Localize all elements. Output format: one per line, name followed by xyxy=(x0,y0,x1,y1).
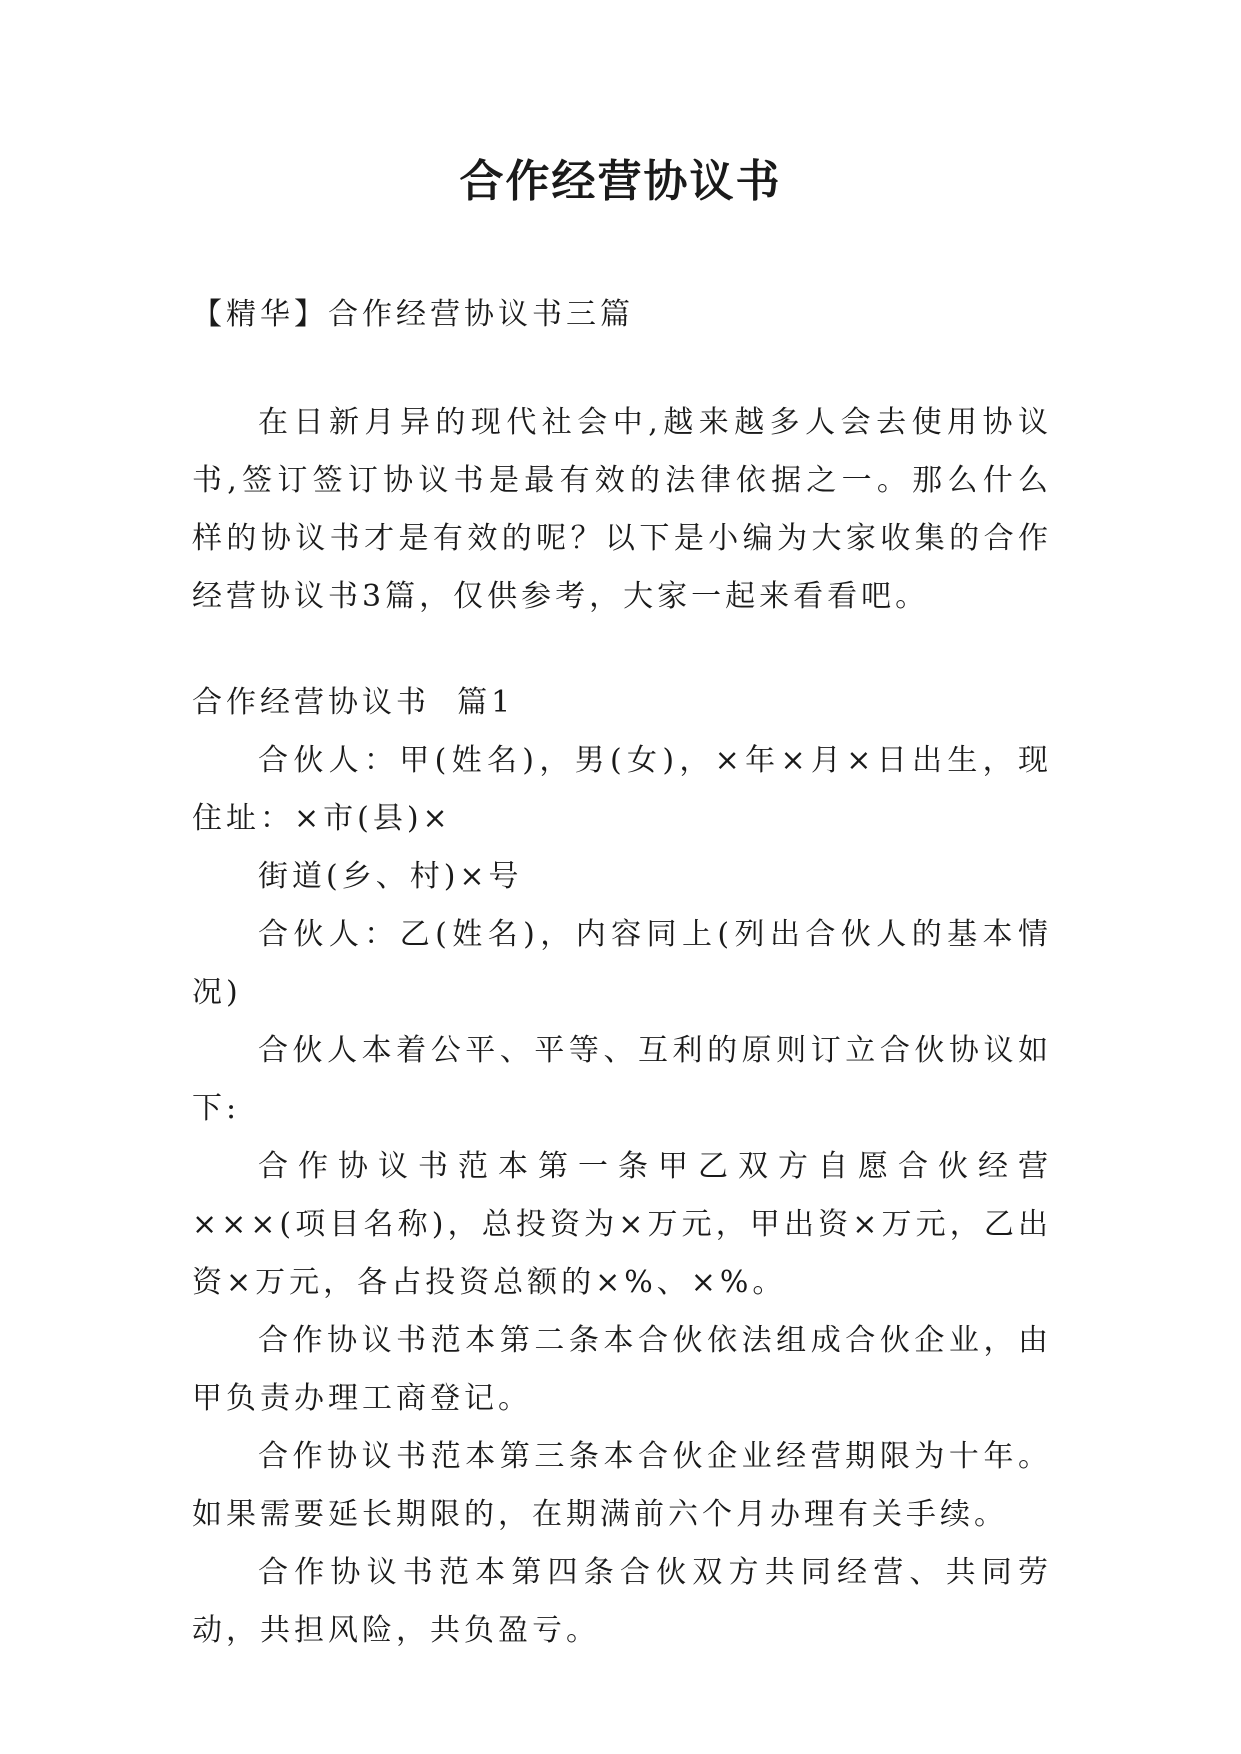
document-subtitle: 【精华】合作经营协议书三篇 xyxy=(192,297,634,332)
body-paragraph: 合作协议书范本第一条甲乙双方自愿合伙经营×××(项目名称)，总投资为×万元，甲出资×万元，乙出资×万元，各占投资总额的×%、×%。 xyxy=(192,1149,1052,1300)
body-paragraph: 合伙人本着公平、平等、互利的原则订立合伙协议如下: xyxy=(192,1033,1052,1126)
body-paragraph: 合作协议书范本第三条本合伙企业经营期限为十年。如果需要延长期限的，在期满前六个月办理有关手续。 xyxy=(192,1439,1052,1532)
body-paragraph: 合作协议书范本第四条合伙双方共同经营、共同劳动，共担风险，共负盈亏。 xyxy=(192,1555,1052,1648)
body-paragraph: 合伙人：乙(姓名)，内容同上(列出合伙人的基本情况) xyxy=(192,917,1052,1010)
body-paragraph: 合伙人：甲(姓名)，男(女)，×年×月×日出生，现住址：×市(县)× xyxy=(192,743,1052,836)
document-body xyxy=(192,286,1052,1660)
document-title: 合作经营协议书 xyxy=(459,156,782,207)
body-paragraph: 街道(乡、村)×号 xyxy=(258,859,523,894)
body-paragraph: 合作协议书范本第二条本合伙依法组成合伙企业，由甲负责办理工商登记。 xyxy=(192,1323,1052,1416)
section-heading: 合作经营协议书 篇1 xyxy=(192,685,515,720)
intro-paragraph: 在日新月异的现代社会中,越来越多人会去使用协议书,签订签订协议书是最有效的法律依据之一。那么什么样的协议书才是有效的呢？以下是小编为大家收集的合作经营协议书3篇，仅供参考，大家一起来看看吧。 xyxy=(192,405,1052,614)
